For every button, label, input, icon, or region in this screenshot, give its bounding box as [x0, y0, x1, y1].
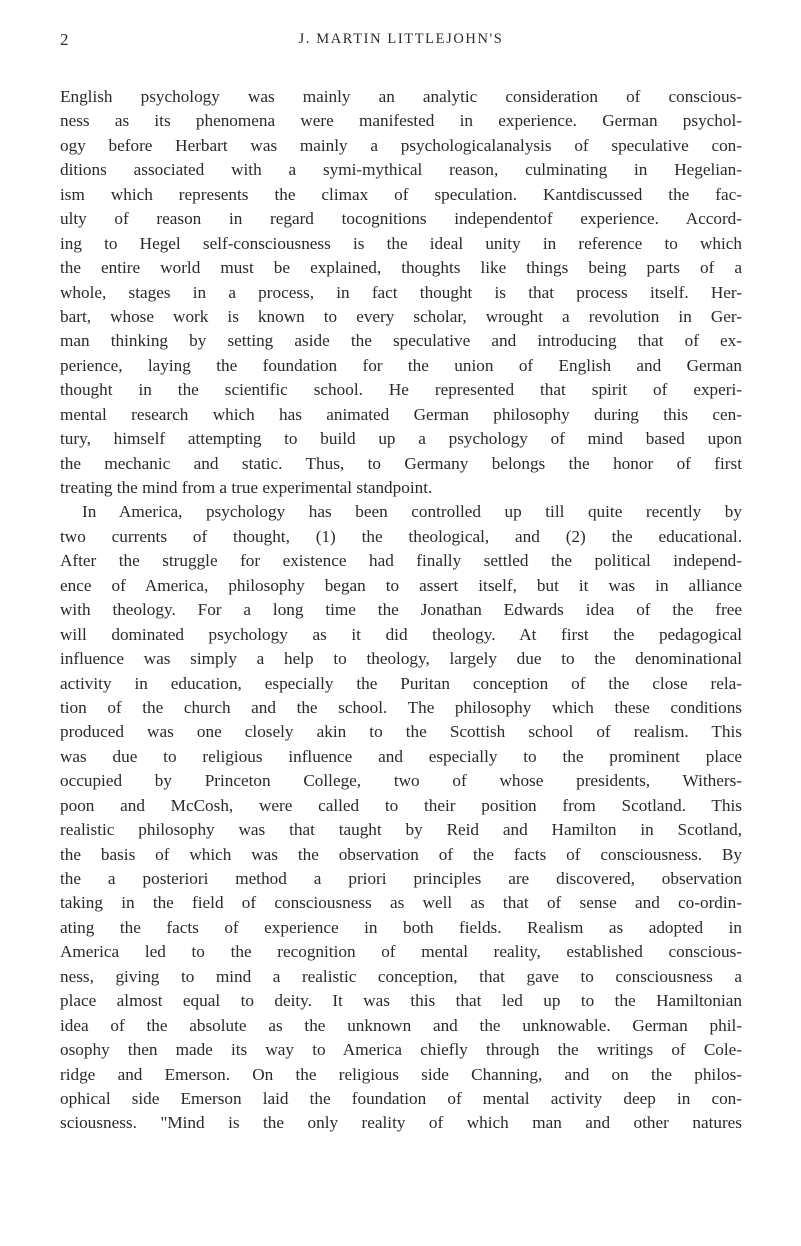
text-line: mental research which has animated German philosophy during this cen-: [60, 404, 742, 424]
text-line: poon and McCosh, were called to their position from Scotland. This: [60, 795, 742, 815]
text-line: the a posteriori method a priori principles are discovered, observation: [60, 869, 742, 888]
text-line: After the struggle for existence had finally settled the political independ-: [60, 551, 742, 571]
text-line: taking in the field of consciousness as well as that of sense and co-ordin-: [60, 893, 742, 913]
text-line: whole, stages in a process, in fact thought is that process itself. Her-: [60, 282, 742, 302]
text-line: produced was one closely akin to the Scottish school of realism. This: [60, 722, 742, 742]
text-line: idea of the absolute as the unknown and the unknowable. German phil-: [60, 1015, 742, 1035]
text-line: English psychology was mainly an analytic consideration of conscious-: [60, 87, 742, 106]
text-line: tury, himself attempting to build up a psychology of mind based upon: [60, 429, 742, 449]
text-line: man thinking by setting aside the speculative and introducing that of ex-: [60, 331, 742, 351]
text-line: ence of America, philosophy began to assert itself, but it was in alliance: [60, 575, 742, 595]
running-title: J. MARTIN LITTLEJOHN'S: [298, 31, 504, 47]
text-line: the basis of which was the observation of the facts of consciousness. By: [60, 844, 742, 864]
text-line: bart, whose work is known to every scholar, wrought a revolution in Ger-: [60, 306, 742, 326]
body-text: [60, 85, 742, 1136]
text-line: osophy then made its way to America chiefly through the writings of Cole-: [60, 1040, 742, 1060]
text-line: the mechanic and static. Thus, to Germany belongs the honor of first: [60, 453, 742, 473]
text-line: sciousness. "Mind is the only reality of which man and other natures: [60, 1113, 742, 1133]
text-line: two currents of thought, (1) the theological, and (2) the educational.: [60, 526, 742, 546]
text-line: ness as its phenomena were manifested in experience. German psychol-: [60, 111, 742, 131]
text-line: ridge and Emerson. On the religious side Channing, and on the philos-: [60, 1064, 742, 1084]
text-line: occupied by Princeton College, two of whose presidents, Withers-: [60, 771, 742, 791]
paragraph-end-line: treating the mind from a true experimental standpoint.: [60, 478, 433, 497]
text-line: was due to religious influence and especially to the prominent place: [60, 746, 742, 766]
text-line: influence was simply a help to theology, largely due to the denominational: [60, 649, 742, 669]
page-number: 2: [60, 30, 70, 49]
text-line: will dominated psychology as it did theology. At first the pedagogical: [60, 624, 742, 644]
text-line: thought in the scientific school. He represented that spirit of experi-: [60, 380, 742, 400]
text-line: perience, laying the foundation for the union of English and German: [60, 355, 742, 375]
paragraph-start-line: In America, psychology has been controlled up till quite recently by: [82, 502, 742, 522]
text-line: ing to Hegel self-consciousness is the ideal unity in reference to which: [60, 233, 742, 253]
text-line: America led to the recognition of mental reality, established conscious-: [60, 942, 742, 962]
text-line: place almost equal to deity. It was this that led up to the Hamiltonian: [60, 991, 742, 1011]
text-line: tion of the church and the school. The philosophy which these conditions: [60, 697, 742, 717]
text-line: ulty of reason in regard tocognitions independentof experience. Accord-: [60, 209, 742, 229]
text-line: ogy before Herbart was mainly a psychologicalanalysis of speculative con-: [60, 135, 742, 155]
text-line: ating the facts of experience in both fields. Realism as adopted in: [60, 917, 742, 937]
text-line: the entire world must be explained, thoughts like things being parts of a: [60, 258, 742, 278]
text-line: ditions associated with a symi-mythical reason, culminating in Hegelian-: [60, 160, 742, 180]
text-line: realistic philosophy was that taught by Reid and Hamilton in Scotland,: [60, 820, 742, 840]
text-line: ism which represents the climax of speculation. Kantdiscussed the fac-: [60, 184, 742, 204]
text-line: ophical side Emerson laid the foundation of mental activity deep in con-: [60, 1088, 742, 1108]
text-line: activity in education, especially the Puritan conception of the close rela-: [60, 673, 742, 693]
running-header: [60, 30, 742, 52]
text-line: ness, giving to mind a realistic conception, that gave to consciousness a: [60, 966, 742, 986]
text-line: with theology. For a long time the Jonathan Edwards idea of the free: [60, 600, 742, 620]
